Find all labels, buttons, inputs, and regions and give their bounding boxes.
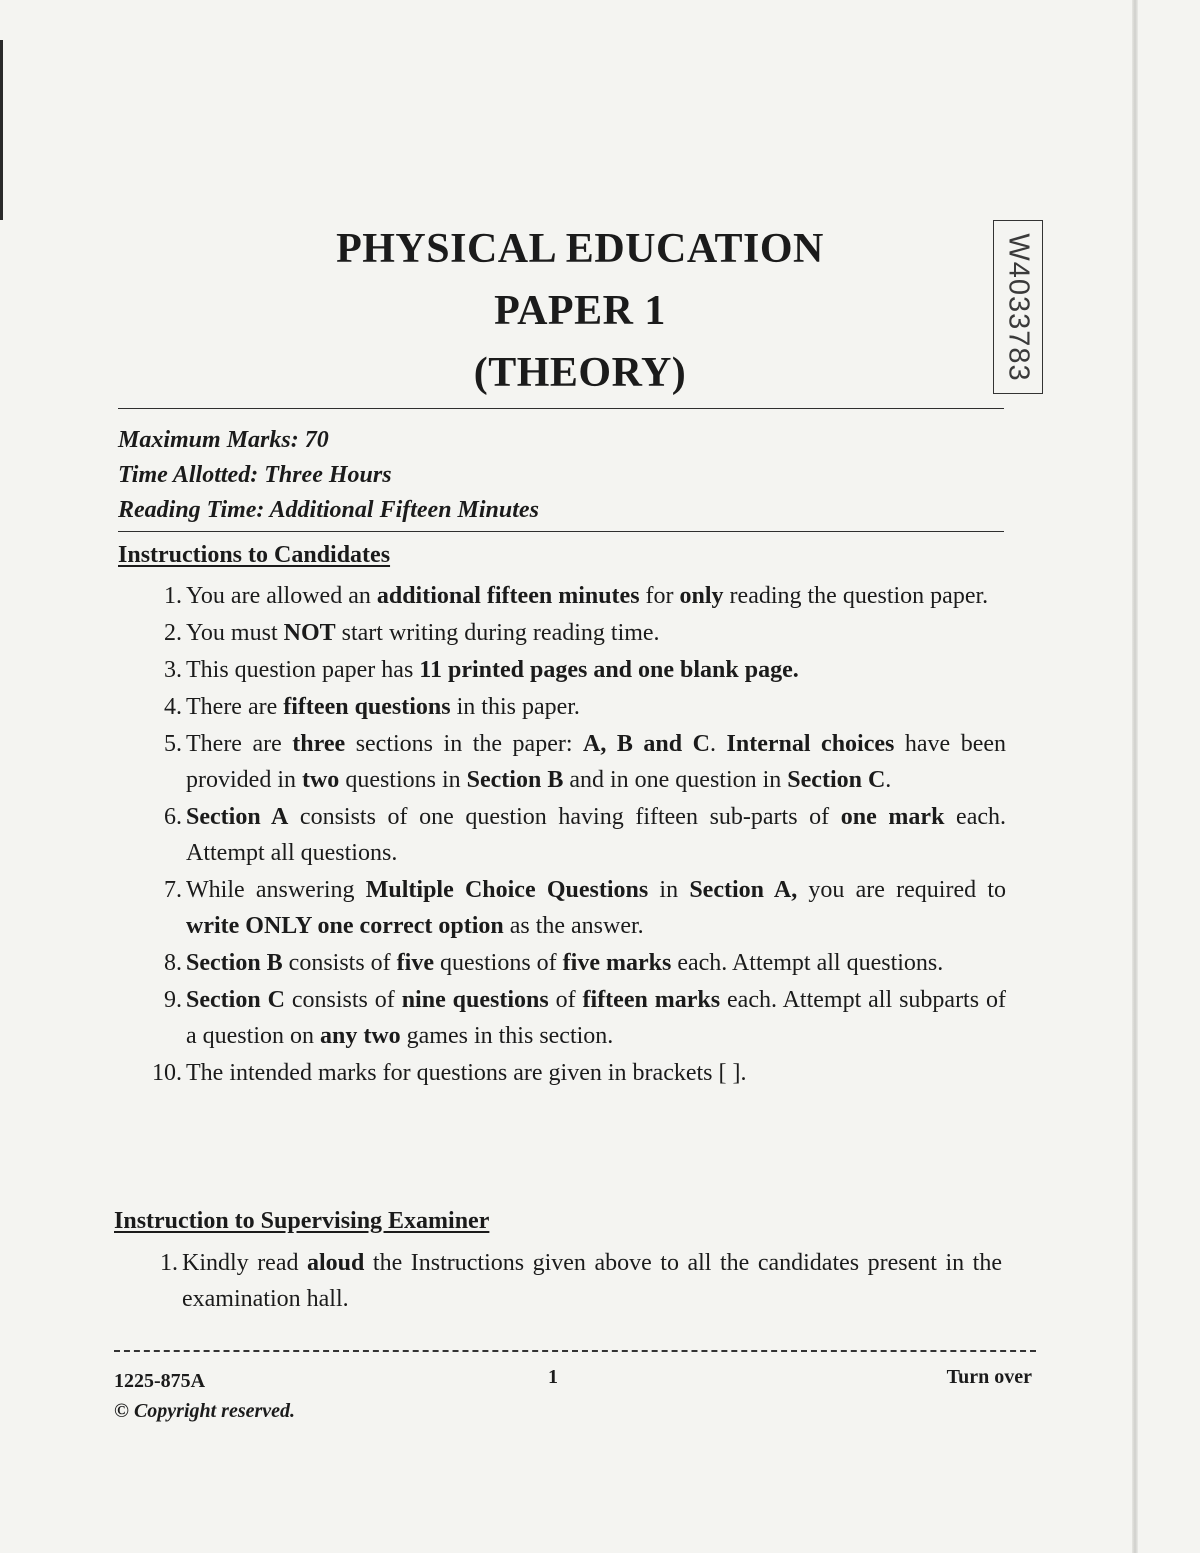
instruction-text: each. Attempt all questions. <box>671 950 944 976</box>
instruction-text: you are required to <box>797 877 1007 903</box>
instruction-text: each. Attempt all questions. <box>186 804 1006 866</box>
instruction-number: 10. <box>152 1060 182 1086</box>
instruction-text: of <box>548 987 583 1013</box>
instruction-item <box>118 615 1006 651</box>
instruction-number: 9. <box>164 987 182 1013</box>
instruction-item <box>118 945 1006 981</box>
instruction-item <box>118 982 1006 1054</box>
supervisor-instruction-text: Kindly read <box>182 1250 308 1276</box>
instruction-number: 6. <box>164 804 182 830</box>
instruction-item <box>118 689 1006 725</box>
page-number: 1 <box>548 1366 558 1388</box>
instruction-text: consists of <box>284 987 402 1013</box>
instruction-number: 4. <box>164 694 182 720</box>
footer-left <box>114 1366 295 1426</box>
instruction-number: 5. <box>164 731 182 757</box>
paper-title: PAPER 1 <box>494 288 666 334</box>
instruction-emphasis: any two <box>319 1023 401 1049</box>
subject-title: PHYSICAL EDUCATION <box>336 226 824 272</box>
instruction-emphasis: fifteen questions <box>283 694 451 720</box>
instruction-text: each. Attempt all subparts of a question on <box>186 987 1006 1049</box>
instruction-text: You are allowed an <box>186 583 377 609</box>
instruction-emphasis: Section B <box>466 767 564 793</box>
instruction-item <box>118 799 1006 871</box>
theory-title: (THEORY) <box>473 350 687 396</box>
instruction-emphasis: Section B <box>186 950 283 976</box>
instruction-text: . <box>709 731 727 757</box>
instruction-text: questions of <box>433 950 563 976</box>
instruction-text: and in one question in <box>563 767 788 793</box>
instruction-number: 2. <box>164 620 182 646</box>
instruction-emphasis: three <box>292 731 346 757</box>
instruction-emphasis: Section C <box>787 767 886 793</box>
exam-meta <box>118 423 539 528</box>
instruction-text: have been provided in <box>186 731 1007 793</box>
supervisor-instruction-number: 1. <box>160 1250 178 1276</box>
divider-footer <box>114 1350 1036 1352</box>
instruction-emphasis: Internal choices <box>726 731 895 757</box>
instruction-text: This question paper has <box>186 657 420 683</box>
instruction-emphasis: only <box>679 583 724 609</box>
instruction-text: reading the question paper. <box>723 583 989 609</box>
paper-code: 1225-875A <box>114 1370 206 1392</box>
instruction-emphasis: NOT <box>283 620 336 646</box>
instruction-emphasis: five marks <box>562 950 672 976</box>
instruction-text: consists of one question having fifteen sub-parts of <box>288 804 841 830</box>
supervisor-instruction-item <box>114 1245 1002 1317</box>
instruction-text: sections in the paper: <box>345 731 584 757</box>
instruction-emphasis: one mark <box>840 804 945 830</box>
supervisor-instruction-emphasis: aloud <box>307 1250 365 1276</box>
instruction-emphasis: Section A <box>186 804 289 830</box>
instruction-item <box>118 652 1006 688</box>
divider-top <box>118 408 1004 409</box>
title-block <box>0 218 1160 404</box>
instruction-number: 8. <box>164 950 182 976</box>
instruction-text: for <box>639 583 680 609</box>
turn-over-label: Turn over <box>946 1366 1032 1388</box>
instruction-emphasis: nine questions <box>401 987 549 1013</box>
instruction-text: in this paper. <box>450 694 580 720</box>
instruction-text: as the answer. <box>503 913 644 939</box>
instruction-text: games in this section. <box>400 1023 614 1049</box>
instruction-emphasis: five <box>396 950 434 976</box>
instruction-text: consists of <box>282 950 397 976</box>
instruction-text: start writing during reading time. <box>335 620 660 646</box>
instruction-text: in <box>648 877 690 903</box>
scan-edge-mark <box>0 40 3 220</box>
instruction-text: questions in <box>339 767 467 793</box>
instruction-emphasis: Section C <box>186 987 285 1013</box>
instruction-text: . <box>885 767 892 793</box>
instruction-text: There are <box>186 731 293 757</box>
instruction-item <box>118 1055 1006 1091</box>
supervisor-instructions-list <box>114 1245 1002 1317</box>
supervisor-instruction-text: the Instructions given above to all the candidates present in the examination hall. <box>182 1250 1002 1312</box>
instruction-emphasis: 11 printed pages and one blank page. <box>419 657 799 683</box>
instruction-number: 7. <box>164 877 182 903</box>
instruction-emphasis: A, B and C <box>583 731 710 757</box>
supervisor-heading: Instruction to Supervising Examiner <box>114 1208 490 1234</box>
instruction-text: There are <box>186 694 284 720</box>
instruction-emphasis: write ONLY one correct option <box>186 913 504 939</box>
instructions-heading: Instructions to Candidates <box>118 542 391 568</box>
instruction-emphasis: two <box>301 767 340 793</box>
instruction-emphasis: Section A, <box>689 877 798 903</box>
instruction-item <box>118 872 1006 944</box>
instruction-number: 1. <box>164 583 182 609</box>
time-allotted: Time Allotted: Three Hours <box>118 462 392 488</box>
instruction-emphasis: fifteen marks <box>582 987 721 1013</box>
instructions-list <box>118 578 1006 1092</box>
instruction-emphasis: additional fifteen minutes <box>376 583 640 609</box>
serial-code: W4033783 <box>1002 232 1035 382</box>
copyright-notice: © Copyright reserved. <box>114 1400 296 1422</box>
instruction-item <box>118 578 1006 614</box>
instruction-text: The intended marks for questions are given in brackets [ ]. <box>186 1060 747 1086</box>
instruction-item <box>118 726 1006 798</box>
serial-code-box <box>993 220 1043 394</box>
instruction-emphasis: Multiple Choice Questions <box>365 877 649 903</box>
instruction-text: While answering <box>186 877 366 903</box>
divider-meta <box>118 531 1004 532</box>
instruction-number: 3. <box>164 657 182 683</box>
max-marks: Maximum Marks: 70 <box>118 427 329 453</box>
reading-time: Reading Time: Additional Fifteen Minutes <box>118 497 539 523</box>
instruction-text: You must <box>186 620 284 646</box>
